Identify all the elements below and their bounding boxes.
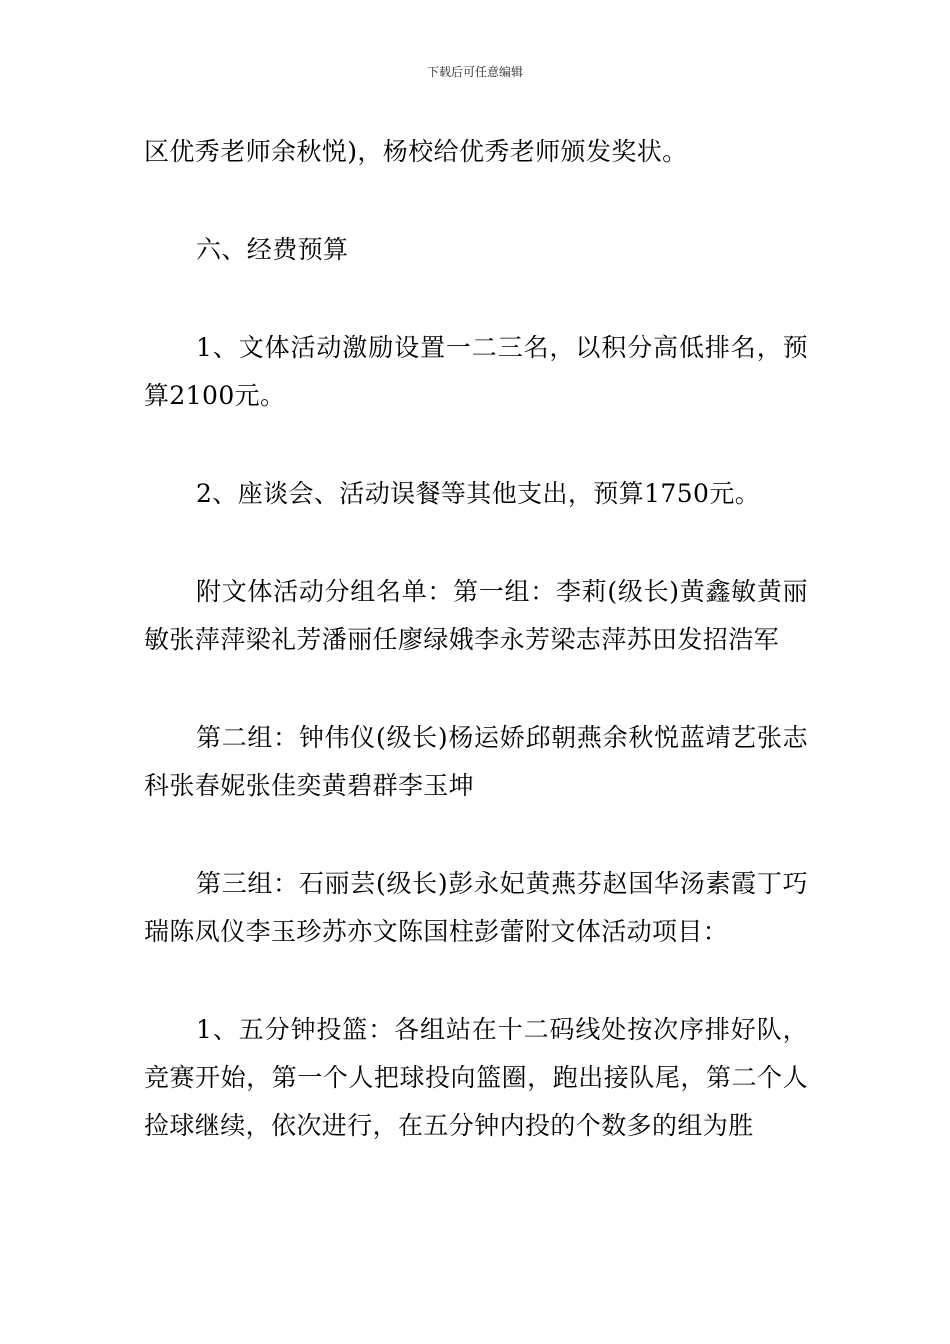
paragraph-group-3: 第三组：石丽芸(级长)彭永妃黄燕芬赵国华汤素霞丁巧瑞陈凤仪李玉珍苏亦文陈国柱彭蕾附文体活动项目： (144, 869, 808, 946)
paragraph-award-continuation: 区优秀老师余秋悦)，杨校给优秀老师颁发奖状。 (144, 137, 688, 166)
paragraph-budget-item-1: 1、文体活动激励设置一二三名，以积分高低排名，预算2100元。 (144, 333, 808, 410)
paragraph-budget-item-2: 2、座谈会、活动误餐等其他支出，预算1750元。 (196, 479, 761, 508)
section-heading-budget: 六、经费预算 (196, 235, 349, 264)
header-note: 下载后可任意编辑 (426, 65, 523, 79)
paragraph-group-1: 附文体活动分组名单：第一组：李莉(级长)黄鑫敏黄丽敏张萍萍梁礼芳潘丽任廖绿娥李永芳梁志萍苏田发招浩军 (144, 577, 808, 654)
document-body (144, 128, 808, 1200)
paragraph-activity-1: 1、五分钟投篮：各组站在十二码线处按次序排好队，竞赛开始，第一个人把球投向篮圈，跑出接队尾，第二个人捡球继续，依次进行，在五分钟内投的个数多的组为胜 (144, 1015, 808, 1140)
paragraph-group-2: 第二组：钟伟仪(级长)杨运娇邱朝燕余秋悦蓝靖艺张志科张春妮张佳奕黄碧群李玉坤 (144, 723, 808, 800)
